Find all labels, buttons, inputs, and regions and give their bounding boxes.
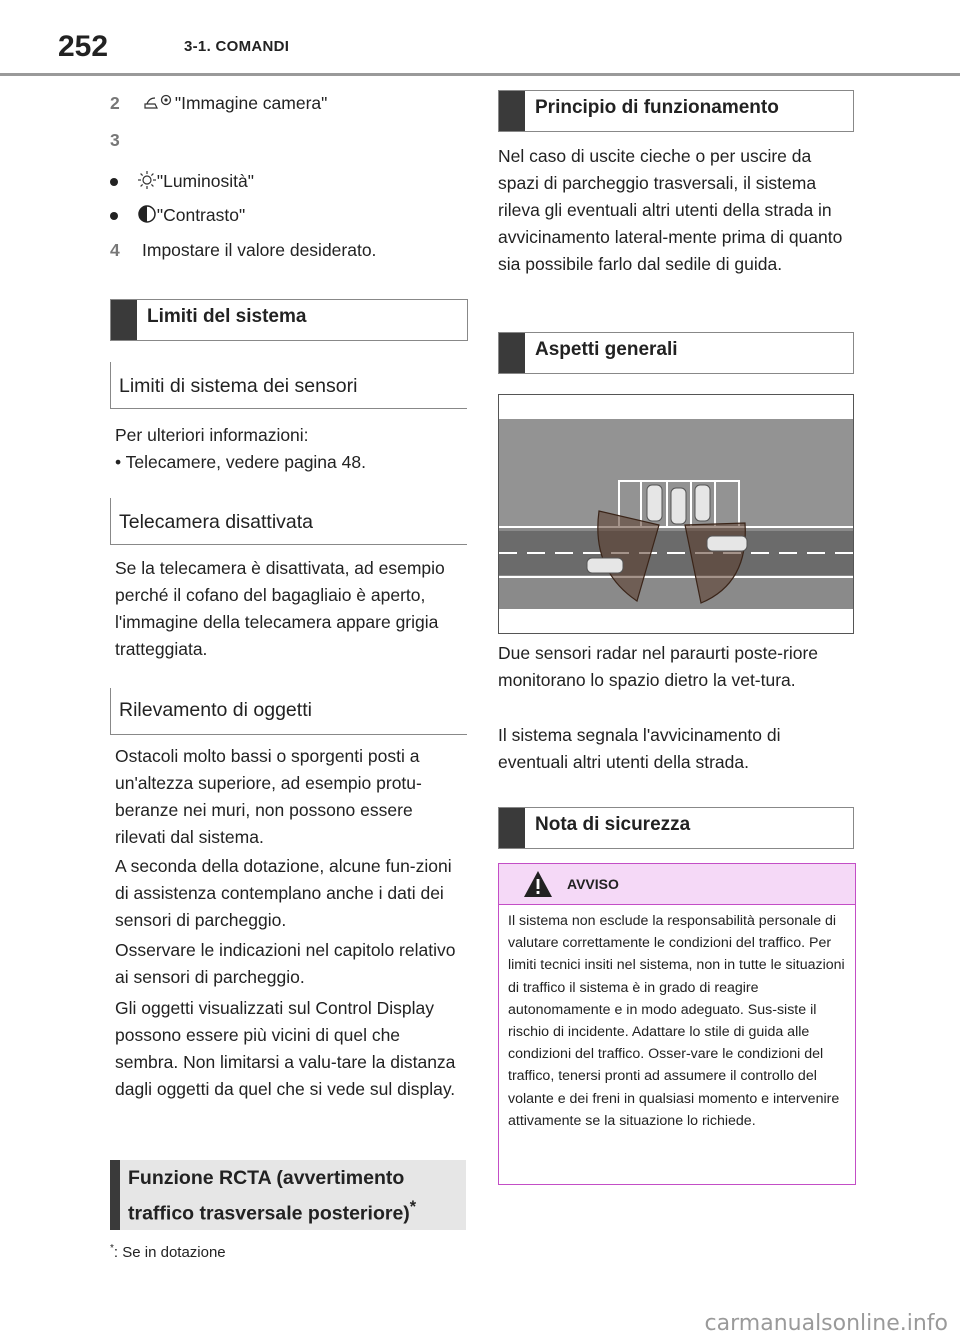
footnote-mark: * <box>110 1243 114 1254</box>
warning-label: AVVISO <box>567 876 619 892</box>
bullet-dot <box>110 212 118 220</box>
heading-aspetti <box>498 332 854 374</box>
header-rule <box>0 73 960 76</box>
page-header <box>0 0 960 78</box>
heading-text: Nota di sicurezza <box>535 814 691 835</box>
car-approaching-right <box>707 536 747 551</box>
heading-bar <box>499 333 525 373</box>
warning-header <box>499 864 855 905</box>
heading-principio <box>498 90 854 132</box>
rcta-diagram <box>498 394 854 634</box>
bullet-luminosita-text: "Luminosità" <box>156 171 254 191</box>
paragraph-info: Per ulteriori informazioni: <box>115 425 309 445</box>
watermark: carmanualsonline.info <box>704 1311 948 1336</box>
subheading-text: Limiti di sistema dei sensori <box>119 375 358 397</box>
footnote-text: : Se in dotazione <box>113 1244 226 1261</box>
chapter-title: 3-1. COMANDI <box>184 38 290 55</box>
paragraph-seconda: A seconda della dotazione, alcune fun-zioni di assistenza contemplano anche i dati dei sensori di parcheggio. <box>115 856 452 930</box>
paragraph-radar: Due sensori radar nel paraurti poste-riore monitorano lo spazio dietro la vet-tura. <box>498 643 819 690</box>
footnote <box>110 1243 226 1261</box>
warning-box <box>498 863 856 1185</box>
bullet-contrasto-text: "Contrasto" <box>156 205 246 225</box>
heading-text <box>128 1164 416 1229</box>
heading-line-2: traffico trasversale posteriore) <box>128 1202 410 1225</box>
bullet-luminosita <box>110 170 254 192</box>
car-approaching-left <box>587 558 623 573</box>
heading-text: Limiti del sistema <box>147 306 307 327</box>
warning-triangle-icon <box>523 870 553 898</box>
brightness-icon <box>137 170 157 190</box>
paragraph-osservare: Osservare le indicazioni nel capitolo relativo ai sensori di parcheggio. <box>115 940 456 987</box>
step-3 <box>110 130 136 151</box>
heading-line-1: Funzione RCTA (avvertimento <box>128 1167 405 1189</box>
step-4 <box>110 240 376 261</box>
heading-text: Aspetti generali <box>535 339 678 360</box>
step-4-text: Impostare il valore desiderato. <box>142 240 377 260</box>
rcta-diagram-svg <box>499 395 853 633</box>
step-2-text: "Immagine camera" <box>174 93 328 113</box>
subheading-rilevamento <box>110 688 467 735</box>
bullet-dot <box>110 178 118 186</box>
parked-cars <box>647 485 710 524</box>
paragraph-info-bullet: • Telecamere, vedere pagina 48. <box>115 452 366 472</box>
page-number: 252 <box>58 30 109 63</box>
paragraph-ostacoli: Ostacoli molto bassi o sporgenti posti a un'altezza superiore, ad esempio protu-beranze nei muri, non possono essere rilevati dal sistema. <box>115 746 422 847</box>
heading-rcta <box>110 1160 466 1230</box>
step-number: 2 <box>110 93 120 113</box>
subheading-sensori <box>110 362 467 409</box>
subheading-text: Rilevamento di oggetti <box>119 699 312 721</box>
step-number: 3 <box>110 130 120 150</box>
paragraph-telecamera: Se la telecamera è disattivata, ad esempio perché il cofano del bagagliaio è aperto, l'immagine della telecamera appare grigia tratteggiata. <box>115 558 445 659</box>
footnote-mark: * <box>409 1198 417 1216</box>
heading-limiti-del-sistema <box>110 299 468 341</box>
step-number: 4 <box>110 240 120 260</box>
camera-settings-icon <box>141 92 175 112</box>
heading-bar <box>499 91 525 131</box>
heading-bar <box>110 1160 120 1230</box>
step-2 <box>110 92 327 114</box>
paragraph-oggetti: Gli oggetti visualizzati sul Control Display possono essere più vicini di quel che sembra. Non limitarsi a valu-tare la distanza dagli oggetti da quel che si vede sul display. <box>115 998 456 1099</box>
paragraph-principio: Nel caso di uscite cieche o per uscire da spazi di parcheggio trasversali, il sistema rileva gli eventuali altri utenti della strada in avvicinamento lateral-mente prima di quanto sia possibile farlo dal sedile di guida. <box>498 146 843 274</box>
heading-bar <box>499 808 525 848</box>
heading-bar <box>111 300 137 340</box>
warning-text: Il sistema non esclude la responsabilità personale di valutare correttamente le condizioni del traffico. Per limiti tecnici insiti nel sistema, non in tutte le situazioni di traffico il sistema è in grado di reagire autonomamente e in modo adeguato. Sus-siste il rischio di incidente. Adattare lo stile di guida alle condizioni del traffico. Osser-vare le condizioni del traffico, tenersi pronti ad assumere il controllo del volante e dei freni in qualsiasi momento e intervenire attivamente se la situazione lo richiede. <box>508 913 845 1129</box>
heading-text: Principio di funzionamento <box>535 97 779 118</box>
contrast-icon <box>137 204 157 224</box>
paragraph-segnala: Il sistema segnala l'avvicinamento di eventuali altri utenti della strada. <box>498 725 781 772</box>
bullet-contrasto <box>110 204 245 226</box>
subheading-telecamera <box>110 498 467 545</box>
heading-nota <box>498 807 854 849</box>
subheading-text: Telecamera disattivata <box>119 511 314 533</box>
